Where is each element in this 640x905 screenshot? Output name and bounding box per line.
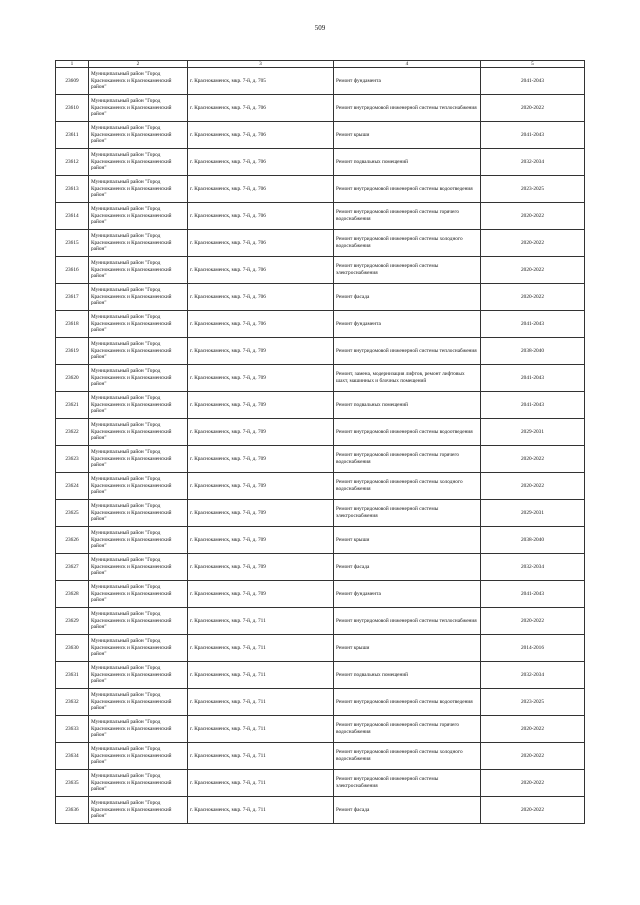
address-cell: г. Краснокаменск, мкр. 7-й, д. 706 [188,230,334,257]
period-cell: 2041-2043 [481,581,585,608]
work-type-cell: Ремонт крыши [334,527,481,554]
period-cell: 2020-2022 [481,608,585,635]
work-type-cell: Ремонт фундамента [334,311,481,338]
column-header: 2 [89,61,188,68]
municipality-cell: Муниципальный район "Город Краснокаменск и Краснокаменский район" [89,122,188,149]
row-number-cell: 23620 [56,365,89,392]
period-cell: 2041-2043 [481,365,585,392]
period-cell: 2020-2022 [481,257,585,284]
row-number-cell: 23619 [56,338,89,365]
table-row [56,662,585,689]
table-row [56,203,585,230]
work-type-cell: Ремонт внутридомовой инженерной системы холодного водоснабжения [334,743,481,770]
row-number-cell: 23630 [56,635,89,662]
period-cell: 2041-2043 [481,68,585,95]
work-type-cell: Ремонт фундамента [334,68,481,95]
column-header: 4 [334,61,481,68]
work-type-cell: Ремонт внутридомовой инженерной системы горячего водоснабжения [334,716,481,743]
address-cell: г. Краснокаменск, мкр. 7-й, д. 709 [188,338,334,365]
row-number-cell: 23624 [56,473,89,500]
address-cell: г. Краснокаменск, мкр. 7-й, д. 705 [188,68,334,95]
municipality-cell: Муниципальный район "Город Краснокаменск и Краснокаменский район" [89,149,188,176]
table-row [56,797,585,824]
row-number-cell: 23610 [56,95,89,122]
row-number-cell: 23609 [56,68,89,95]
address-cell: г. Краснокаменск, мкр. 7-й, д. 711 [188,743,334,770]
row-number-cell: 23621 [56,392,89,419]
table-row [56,635,585,662]
row-number-cell: 23627 [56,554,89,581]
address-cell: г. Краснокаменск, мкр. 7-й, д. 711 [188,770,334,797]
table-row [56,149,585,176]
row-number-cell: 23615 [56,230,89,257]
row-number-cell: 23629 [56,608,89,635]
address-cell: г. Краснокаменск, мкр. 7-й, д. 709 [188,392,334,419]
work-type-cell: Ремонт внутридомовой инженерной системы водоотведения [334,419,481,446]
work-type-cell: Ремонт внутридомовой инженерной системы электроснабжения [334,257,481,284]
period-cell: 2020-2022 [481,203,585,230]
period-cell: 2023-2025 [481,176,585,203]
municipality-cell: Муниципальный район "Город Краснокаменск и Краснокаменский район" [89,257,188,284]
municipality-cell: Муниципальный район "Город Краснокаменск и Краснокаменский район" [89,662,188,689]
period-cell: 2020-2022 [481,716,585,743]
work-type-cell: Ремонт подвальных помещений [334,662,481,689]
period-cell: 2029-2031 [481,419,585,446]
address-cell: г. Краснокаменск, мкр. 7-й, д. 709 [188,365,334,392]
municipality-cell: Муниципальный район "Город Краснокаменск и Краснокаменский район" [89,770,188,797]
column-header: 3 [188,61,334,68]
row-number-cell: 23613 [56,176,89,203]
address-cell: г. Краснокаменск, мкр. 7-й, д. 706 [188,176,334,203]
address-cell: г. Краснокаменск, мкр. 7-й, д. 709 [188,500,334,527]
table-row [56,68,585,95]
capital-repair-table [55,60,585,824]
address-cell: г. Краснокаменск, мкр. 7-й, д. 709 [188,419,334,446]
period-cell: 2032-2034 [481,149,585,176]
column-header: 5 [481,61,585,68]
municipality-cell: Муниципальный район "Город Краснокаменск и Краснокаменский район" [89,176,188,203]
municipality-cell: Муниципальный район "Город Краснокаменск и Краснокаменский район" [89,743,188,770]
municipality-cell: Муниципальный район "Город Краснокаменск и Краснокаменский район" [89,365,188,392]
column-header: 1 [56,61,89,68]
row-number-cell: 23633 [56,716,89,743]
address-cell: г. Краснокаменск, мкр. 7-й, д. 711 [188,797,334,824]
row-number-cell: 23612 [56,149,89,176]
work-type-cell: Ремонт подвальных помещений [334,149,481,176]
work-type-cell: Ремонт фасада [334,554,481,581]
address-cell: г. Краснокаменск, мкр. 7-й, д. 706 [188,95,334,122]
table-row [56,473,585,500]
work-type-cell: Ремонт фундамента [334,581,481,608]
table-row [56,392,585,419]
period-cell: 2032-2034 [481,554,585,581]
address-cell: г. Краснокаменск, мкр. 7-й, д. 709 [188,473,334,500]
table-row [56,257,585,284]
table-row [56,176,585,203]
period-cell: 2023-2025 [481,689,585,716]
address-cell: г. Краснокаменск, мкр. 7-й, д. 706 [188,311,334,338]
address-cell: г. Краснокаменск, мкр. 7-й, д. 709 [188,581,334,608]
municipality-cell: Муниципальный район "Город Краснокаменск и Краснокаменский район" [89,608,188,635]
row-number-cell: 23631 [56,662,89,689]
address-cell: г. Краснокаменск, мкр. 7-й, д. 706 [188,203,334,230]
work-type-cell: Ремонт внутридомовой инженерной системы теплоснабжения [334,608,481,635]
table-row [56,689,585,716]
period-cell: 2029-2031 [481,500,585,527]
address-cell: г. Краснокаменск, мкр. 7-й, д. 709 [188,527,334,554]
work-type-cell: Ремонт внутридомовой инженерной системы электроснабжения [334,770,481,797]
row-number-cell: 23634 [56,743,89,770]
municipality-cell: Муниципальный район "Город Краснокаменск и Краснокаменский район" [89,689,188,716]
row-number-cell: 23636 [56,797,89,824]
period-cell: 2020-2022 [481,743,585,770]
municipality-cell: Муниципальный район "Город Краснокаменск и Краснокаменский район" [89,473,188,500]
table-row [56,95,585,122]
row-number-cell: 23625 [56,500,89,527]
row-number-cell: 23618 [56,311,89,338]
table-row [56,743,585,770]
table-row [56,581,585,608]
municipality-cell: Муниципальный район "Город Краснокаменск и Краснокаменский район" [89,635,188,662]
municipality-cell: Муниципальный район "Город Краснокаменск и Краснокаменский район" [89,284,188,311]
row-number-cell: 23622 [56,419,89,446]
municipality-cell: Муниципальный район "Город Краснокаменск и Краснокаменский район" [89,716,188,743]
period-cell: 2020-2022 [481,284,585,311]
work-type-cell: Ремонт фасада [334,797,481,824]
address-cell: г. Краснокаменск, мкр. 7-й, д. 706 [188,257,334,284]
column-number-row [56,61,585,68]
address-cell: г. Краснокаменск, мкр. 7-й, д. 711 [188,662,334,689]
municipality-cell: Муниципальный район "Город Краснокаменск и Краснокаменский район" [89,797,188,824]
address-cell: г. Краснокаменск, мкр. 7-й, д. 706 [188,122,334,149]
work-type-cell: Ремонт внутридомовой инженерной системы холодного водоснабжения [334,230,481,257]
address-cell: г. Краснокаменск, мкр. 7-й, д. 709 [188,446,334,473]
table-row [56,500,585,527]
page-number: 509 [314,24,326,32]
period-cell: 2020-2022 [481,230,585,257]
work-type-cell: Ремонт крыши [334,635,481,662]
municipality-cell: Муниципальный район "Город Краснокаменск и Краснокаменский район" [89,446,188,473]
table-row [56,419,585,446]
period-cell: 2038-2040 [481,527,585,554]
address-cell: г. Краснокаменск, мкр. 7-й, д. 706 [188,149,334,176]
work-type-cell: Ремонт, замена, модернизация лифтов, ремонт лифтовых шахт, машинных и блочных помещений [334,365,481,392]
address-cell: г. Краснокаменск, мкр. 7-й, д. 711 [188,608,334,635]
row-number-cell: 23635 [56,770,89,797]
municipality-cell: Муниципальный район "Город Краснокаменск и Краснокаменский район" [89,230,188,257]
table-row [56,554,585,581]
row-number-cell: 23614 [56,203,89,230]
table-row [56,230,585,257]
municipality-cell: Муниципальный район "Город Краснокаменск и Краснокаменский район" [89,311,188,338]
period-cell: 2041-2043 [481,392,585,419]
period-cell: 2020-2022 [481,770,585,797]
address-cell: г. Краснокаменск, мкр. 7-й, д. 711 [188,635,334,662]
work-type-cell: Ремонт внутридомовой инженерной системы водоотведения [334,689,481,716]
municipality-cell: Муниципальный район "Город Краснокаменск и Краснокаменский район" [89,392,188,419]
municipality-cell: Муниципальный район "Город Краснокаменск и Краснокаменский район" [89,554,188,581]
municipality-cell: Муниципальный район "Город Краснокаменск и Краснокаменский район" [89,203,188,230]
work-type-cell: Ремонт внутридомовой инженерной системы горячего водоснабжения [334,446,481,473]
municipality-cell: Муниципальный район "Город Краснокаменск и Краснокаменский район" [89,500,188,527]
work-type-cell: Ремонт фасада [334,284,481,311]
work-type-cell: Ремонт внутридомовой инженерной системы электроснабжения [334,500,481,527]
period-cell: 2020-2022 [481,95,585,122]
row-number-cell: 23616 [56,257,89,284]
work-type-cell: Ремонт подвальных помещений [334,392,481,419]
period-cell: 2041-2043 [481,122,585,149]
period-cell: 2020-2022 [481,446,585,473]
municipality-cell: Муниципальный район "Город Краснокаменск и Краснокаменский район" [89,527,188,554]
table-row [56,338,585,365]
municipality-cell: Муниципальный район "Город Краснокаменск и Краснокаменский район" [89,95,188,122]
row-number-cell: 23626 [56,527,89,554]
municipality-cell: Муниципальный район "Город Краснокаменск и Краснокаменский район" [89,338,188,365]
row-number-cell: 23628 [56,581,89,608]
row-number-cell: 23623 [56,446,89,473]
period-cell: 2014-2016 [481,635,585,662]
row-number-cell: 23617 [56,284,89,311]
work-type-cell: Ремонт крыши [334,122,481,149]
period-cell: 2020-2022 [481,797,585,824]
municipality-cell: Муниципальный район "Город Краснокаменск и Краснокаменский район" [89,68,188,95]
address-cell: г. Краснокаменск, мкр. 7-й, д. 711 [188,716,334,743]
period-cell: 2041-2043 [481,311,585,338]
table-row [56,527,585,554]
table-row [56,365,585,392]
period-cell: 2020-2022 [481,473,585,500]
table-row [56,770,585,797]
table-row [56,284,585,311]
work-type-cell: Ремонт внутридомовой инженерной системы теплоснабжения [334,338,481,365]
table-row [56,311,585,338]
work-type-cell: Ремонт внутридомовой инженерной системы холодного водоснабжения [334,473,481,500]
address-cell: г. Краснокаменск, мкр. 7-й, д. 711 [188,689,334,716]
municipality-cell: Муниципальный район "Город Краснокаменск и Краснокаменский район" [89,581,188,608]
work-type-cell: Ремонт внутридомовой инженерной системы теплоснабжения [334,95,481,122]
table-row [56,446,585,473]
table-row [56,716,585,743]
period-cell: 2038-2040 [481,338,585,365]
address-cell: г. Краснокаменск, мкр. 7-й, д. 709 [188,554,334,581]
row-number-cell: 23611 [56,122,89,149]
period-cell: 2032-2034 [481,662,585,689]
municipality-cell: Муниципальный район "Город Краснокаменск и Краснокаменский район" [89,419,188,446]
work-type-cell: Ремонт внутридомовой инженерной системы горячего водоснабжения [334,203,481,230]
row-number-cell: 23632 [56,689,89,716]
address-cell: г. Краснокаменск, мкр. 7-й, д. 706 [188,284,334,311]
work-type-cell: Ремонт внутридомовой инженерной системы водоотведения [334,176,481,203]
table-row [56,608,585,635]
table-row [56,122,585,149]
